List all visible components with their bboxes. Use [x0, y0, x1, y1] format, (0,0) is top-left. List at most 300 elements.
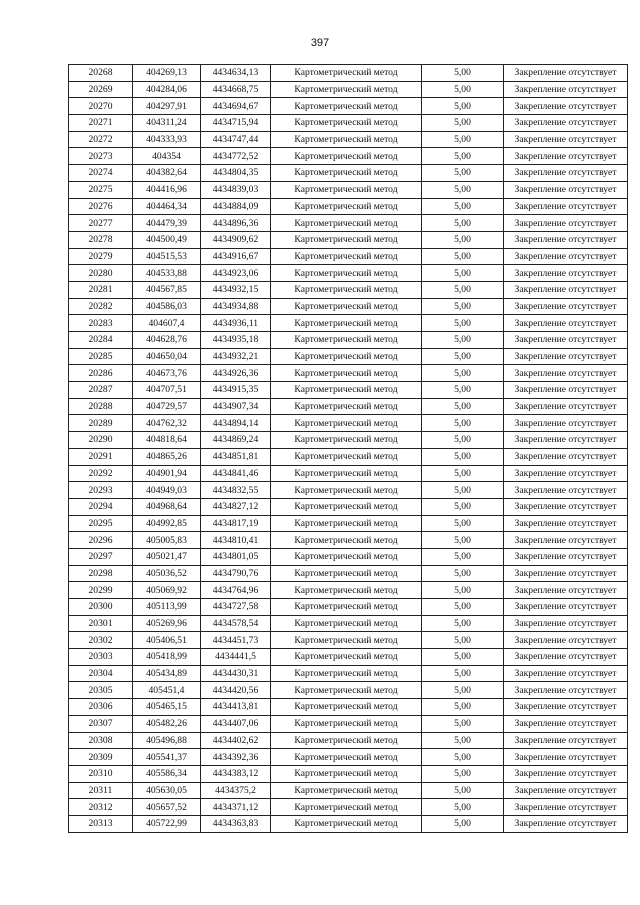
point-number-cell: 20273: [69, 148, 133, 165]
x-coordinate-cell: 404269,13: [133, 65, 201, 82]
accuracy-cell: 5,00: [422, 398, 504, 415]
x-coordinate-cell: 404567,85: [133, 281, 201, 298]
marking-cell: Закрепление отсутствует: [504, 315, 628, 332]
x-coordinate-cell: 405434,89: [133, 665, 201, 682]
accuracy-cell: 5,00: [422, 799, 504, 816]
table-row: [69, 131, 628, 148]
method-cell: Картометрический метод: [271, 432, 422, 449]
method-cell: Картометрический метод: [271, 732, 422, 749]
accuracy-cell: 5,00: [422, 782, 504, 799]
point-number-cell: 20274: [69, 165, 133, 182]
accuracy-cell: 5,00: [422, 665, 504, 682]
y-coordinate-cell: 4434441,5: [201, 649, 271, 666]
marking-cell: Закрепление отсутствует: [504, 649, 628, 666]
method-cell: Картометрический метод: [271, 599, 422, 616]
table-row: [69, 448, 628, 465]
marking-cell: Закрепление отсутствует: [504, 131, 628, 148]
method-cell: Картометрический метод: [271, 448, 422, 465]
point-number-cell: 20311: [69, 782, 133, 799]
y-coordinate-cell: 4434827,12: [201, 498, 271, 515]
accuracy-cell: 5,00: [422, 148, 504, 165]
marking-cell: Закрепление отсутствует: [504, 565, 628, 582]
accuracy-cell: 5,00: [422, 281, 504, 298]
table-row: [69, 332, 628, 349]
method-cell: Картометрический метод: [271, 348, 422, 365]
method-cell: Картометрический метод: [271, 365, 422, 382]
marking-cell: Закрепление отсутствует: [504, 198, 628, 215]
accuracy-cell: 5,00: [422, 699, 504, 716]
accuracy-cell: 5,00: [422, 732, 504, 749]
x-coordinate-cell: 404949,03: [133, 482, 201, 499]
method-cell: Картометрический метод: [271, 782, 422, 799]
method-cell: Картометрический метод: [271, 215, 422, 232]
method-cell: Картометрический метод: [271, 148, 422, 165]
marking-cell: Закрепление отсутствует: [504, 782, 628, 799]
point-number-cell: 20292: [69, 465, 133, 482]
table-row: [69, 165, 628, 182]
table-row: [69, 348, 628, 365]
accuracy-cell: 5,00: [422, 298, 504, 315]
table-row: [69, 115, 628, 132]
method-cell: Картометрический метод: [271, 198, 422, 215]
point-number-cell: 20283: [69, 315, 133, 332]
accuracy-cell: 5,00: [422, 715, 504, 732]
marking-cell: Закрепление отсутствует: [504, 398, 628, 415]
y-coordinate-cell: 4434392,36: [201, 749, 271, 766]
marking-cell: Закрепление отсутствует: [504, 448, 628, 465]
marking-cell: Закрепление отсутствует: [504, 115, 628, 132]
table-row: [69, 582, 628, 599]
method-cell: Картометрический метод: [271, 749, 422, 766]
method-cell: Картометрический метод: [271, 131, 422, 148]
table-row: [69, 65, 628, 82]
marking-cell: Закрепление отсутствует: [504, 665, 628, 682]
method-cell: Картометрический метод: [271, 632, 422, 649]
accuracy-cell: 5,00: [422, 415, 504, 432]
accuracy-cell: 5,00: [422, 498, 504, 515]
accuracy-cell: 5,00: [422, 482, 504, 499]
x-coordinate-cell: 404533,88: [133, 265, 201, 282]
point-number-cell: 20309: [69, 749, 133, 766]
point-number-cell: 20290: [69, 432, 133, 449]
point-number-cell: 20308: [69, 732, 133, 749]
marking-cell: Закрепление отсутствует: [504, 148, 628, 165]
x-coordinate-cell: 404500,49: [133, 231, 201, 248]
x-coordinate-cell: 405482,26: [133, 715, 201, 732]
method-cell: Картометрический метод: [271, 298, 422, 315]
point-number-cell: 20306: [69, 699, 133, 716]
marking-cell: Закрепление отсутствует: [504, 165, 628, 182]
accuracy-cell: 5,00: [422, 448, 504, 465]
x-coordinate-cell: 405069,92: [133, 582, 201, 599]
marking-cell: Закрепление отсутствует: [504, 98, 628, 115]
accuracy-cell: 5,00: [422, 332, 504, 349]
method-cell: Картометрический метод: [271, 315, 422, 332]
method-cell: Картометрический метод: [271, 415, 422, 432]
y-coordinate-cell: 4434894,14: [201, 415, 271, 432]
x-coordinate-cell: 405113,99: [133, 599, 201, 616]
x-coordinate-cell: 404464,34: [133, 198, 201, 215]
marking-cell: Закрепление отсутствует: [504, 332, 628, 349]
point-number-cell: 20289: [69, 415, 133, 432]
method-cell: Картометрический метод: [271, 115, 422, 132]
x-coordinate-cell: 405418,99: [133, 649, 201, 666]
accuracy-cell: 5,00: [422, 81, 504, 98]
point-number-cell: 20307: [69, 715, 133, 732]
marking-cell: Закрепление отсутствует: [504, 265, 628, 282]
method-cell: Картометрический метод: [271, 565, 422, 582]
marking-cell: Закрепление отсутствует: [504, 348, 628, 365]
x-coordinate-cell: 404628,76: [133, 332, 201, 349]
point-number-cell: 20288: [69, 398, 133, 415]
table-row: [69, 732, 628, 749]
x-coordinate-cell: 405496,88: [133, 732, 201, 749]
table-row: [69, 315, 628, 332]
accuracy-cell: 5,00: [422, 682, 504, 699]
method-cell: Картометрический метод: [271, 615, 422, 632]
y-coordinate-cell: 4434790,76: [201, 565, 271, 582]
x-coordinate-cell: 404311,24: [133, 115, 201, 132]
table-row: [69, 799, 628, 816]
point-number-cell: 20301: [69, 615, 133, 632]
y-coordinate-cell: 4434932,21: [201, 348, 271, 365]
y-coordinate-cell: 4434371,12: [201, 799, 271, 816]
point-number-cell: 20310: [69, 765, 133, 782]
table-row: [69, 599, 628, 616]
marking-cell: Закрепление отсутствует: [504, 81, 628, 98]
point-number-cell: 20295: [69, 515, 133, 532]
y-coordinate-cell: 4434668,75: [201, 81, 271, 98]
y-coordinate-cell: 4434810,41: [201, 532, 271, 549]
accuracy-cell: 5,00: [422, 565, 504, 582]
method-cell: Картометрический метод: [271, 682, 422, 699]
table-row: [69, 198, 628, 215]
point-number-cell: 20284: [69, 332, 133, 349]
point-number-cell: 20305: [69, 682, 133, 699]
point-number-cell: 20278: [69, 231, 133, 248]
marking-cell: Закрепление отсутствует: [504, 548, 628, 565]
y-coordinate-cell: 4434407,06: [201, 715, 271, 732]
marking-cell: Закрепление отсутствует: [504, 582, 628, 599]
x-coordinate-cell: 404354: [133, 148, 201, 165]
y-coordinate-cell: 4434451,73: [201, 632, 271, 649]
marking-cell: Закрепление отсутствует: [504, 699, 628, 716]
point-number-cell: 20286: [69, 365, 133, 382]
accuracy-cell: 5,00: [422, 365, 504, 382]
point-number-cell: 20293: [69, 482, 133, 499]
x-coordinate-cell: 404284,06: [133, 81, 201, 98]
table-row: [69, 281, 628, 298]
marking-cell: Закрепление отсутствует: [504, 432, 628, 449]
x-coordinate-cell: 405630,05: [133, 782, 201, 799]
point-number-cell: 20275: [69, 181, 133, 198]
table-row: [69, 548, 628, 565]
accuracy-cell: 5,00: [422, 131, 504, 148]
point-number-cell: 20268: [69, 65, 133, 82]
marking-cell: Закрепление отсутствует: [504, 815, 628, 832]
point-number-cell: 20303: [69, 649, 133, 666]
y-coordinate-cell: 4434916,67: [201, 248, 271, 265]
method-cell: Картометрический метод: [271, 398, 422, 415]
x-coordinate-cell: 404607,4: [133, 315, 201, 332]
point-number-cell: 20296: [69, 532, 133, 549]
y-coordinate-cell: 4434851,81: [201, 448, 271, 465]
y-coordinate-cell: 4434869,24: [201, 432, 271, 449]
y-coordinate-cell: 4434841,46: [201, 465, 271, 482]
table-row: [69, 815, 628, 832]
point-number-cell: 20297: [69, 548, 133, 565]
point-number-cell: 20281: [69, 281, 133, 298]
table-row: [69, 465, 628, 482]
y-coordinate-cell: 4434747,44: [201, 131, 271, 148]
marking-cell: Закрепление отсутствует: [504, 465, 628, 482]
method-cell: Картометрический метод: [271, 181, 422, 198]
x-coordinate-cell: 404650,04: [133, 348, 201, 365]
table-row: [69, 682, 628, 699]
x-coordinate-cell: 404382,64: [133, 165, 201, 182]
table-row: [69, 265, 628, 282]
table-row: [69, 432, 628, 449]
accuracy-cell: 5,00: [422, 765, 504, 782]
x-coordinate-cell: 404968,64: [133, 498, 201, 515]
marking-cell: Закрепление отсутствует: [504, 248, 628, 265]
point-number-cell: 20277: [69, 215, 133, 232]
table-row: [69, 765, 628, 782]
point-number-cell: 20270: [69, 98, 133, 115]
y-coordinate-cell: 4434772,52: [201, 148, 271, 165]
table-row: [69, 215, 628, 232]
marking-cell: Закрепление отсутствует: [504, 682, 628, 699]
accuracy-cell: 5,00: [422, 181, 504, 198]
x-coordinate-cell: 404673,76: [133, 365, 201, 382]
y-coordinate-cell: 4434634,13: [201, 65, 271, 82]
accuracy-cell: 5,00: [422, 548, 504, 565]
marking-cell: Закрепление отсутствует: [504, 281, 628, 298]
marking-cell: Закрепление отсутствует: [504, 715, 628, 732]
x-coordinate-cell: 404865,26: [133, 448, 201, 465]
y-coordinate-cell: 4434817,19: [201, 515, 271, 532]
marking-cell: Закрепление отсутствует: [504, 749, 628, 766]
x-coordinate-cell: 405722,99: [133, 815, 201, 832]
accuracy-cell: 5,00: [422, 632, 504, 649]
x-coordinate-cell: 404901,94: [133, 465, 201, 482]
coordinates-table-body: [69, 65, 628, 833]
accuracy-cell: 5,00: [422, 432, 504, 449]
y-coordinate-cell: 4434402,62: [201, 732, 271, 749]
marking-cell: Закрепление отсутствует: [504, 765, 628, 782]
point-number-cell: 20298: [69, 565, 133, 582]
point-number-cell: 20312: [69, 799, 133, 816]
method-cell: Картометрический метод: [271, 281, 422, 298]
marking-cell: Закрепление отсутствует: [504, 599, 628, 616]
accuracy-cell: 5,00: [422, 315, 504, 332]
y-coordinate-cell: 4434383,12: [201, 765, 271, 782]
point-number-cell: 20300: [69, 599, 133, 616]
point-number-cell: 20272: [69, 131, 133, 148]
table-row: [69, 565, 628, 582]
point-number-cell: 20299: [69, 582, 133, 599]
marking-cell: Закрепление отсутствует: [504, 415, 628, 432]
accuracy-cell: 5,00: [422, 465, 504, 482]
method-cell: Картометрический метод: [271, 165, 422, 182]
table-row: [69, 382, 628, 399]
marking-cell: Закрепление отсутствует: [504, 215, 628, 232]
x-coordinate-cell: 404992,85: [133, 515, 201, 532]
y-coordinate-cell: 4434413,81: [201, 699, 271, 716]
y-coordinate-cell: 4434764,96: [201, 582, 271, 599]
x-coordinate-cell: 405406,51: [133, 632, 201, 649]
method-cell: Картометрический метод: [271, 765, 422, 782]
table-row: [69, 398, 628, 415]
accuracy-cell: 5,00: [422, 532, 504, 549]
marking-cell: Закрепление отсутствует: [504, 498, 628, 515]
marking-cell: Закрепление отсутствует: [504, 615, 628, 632]
x-coordinate-cell: 405586,34: [133, 765, 201, 782]
method-cell: Картометрический метод: [271, 248, 422, 265]
method-cell: Картометрический метод: [271, 98, 422, 115]
marking-cell: Закрепление отсутствует: [504, 532, 628, 549]
method-cell: Картометрический метод: [271, 582, 422, 599]
x-coordinate-cell: 405036,52: [133, 565, 201, 582]
point-number-cell: 20271: [69, 115, 133, 132]
table-row: [69, 415, 628, 432]
accuracy-cell: 5,00: [422, 65, 504, 82]
y-coordinate-cell: 4434801,05: [201, 548, 271, 565]
table-row: [69, 615, 628, 632]
y-coordinate-cell: 4434578,54: [201, 615, 271, 632]
x-coordinate-cell: 404297,91: [133, 98, 201, 115]
table-row: [69, 515, 628, 532]
method-cell: Картометрический метод: [271, 332, 422, 349]
table-row: [69, 665, 628, 682]
method-cell: Картометрический метод: [271, 532, 422, 549]
accuracy-cell: 5,00: [422, 599, 504, 616]
method-cell: Картометрический метод: [271, 465, 422, 482]
y-coordinate-cell: 4434430,31: [201, 665, 271, 682]
y-coordinate-cell: 4434915,35: [201, 382, 271, 399]
accuracy-cell: 5,00: [422, 348, 504, 365]
y-coordinate-cell: 4434694,67: [201, 98, 271, 115]
point-number-cell: 20269: [69, 81, 133, 98]
method-cell: Картометрический метод: [271, 715, 422, 732]
y-coordinate-cell: 4434420,56: [201, 682, 271, 699]
method-cell: Картометрический метод: [271, 815, 422, 832]
marking-cell: Закрепление отсутствует: [504, 799, 628, 816]
accuracy-cell: 5,00: [422, 115, 504, 132]
x-coordinate-cell: 404515,53: [133, 248, 201, 265]
y-coordinate-cell: 4434727,58: [201, 599, 271, 616]
accuracy-cell: 5,00: [422, 749, 504, 766]
accuracy-cell: 5,00: [422, 649, 504, 666]
table-row: [69, 532, 628, 549]
accuracy-cell: 5,00: [422, 98, 504, 115]
x-coordinate-cell: 405657,52: [133, 799, 201, 816]
page-number: 397: [310, 37, 330, 49]
y-coordinate-cell: 4434839,03: [201, 181, 271, 198]
x-coordinate-cell: 404479,39: [133, 215, 201, 232]
table-row: [69, 148, 628, 165]
table-row: [69, 782, 628, 799]
marking-cell: Закрепление отсутствует: [504, 632, 628, 649]
method-cell: Картометрический метод: [271, 665, 422, 682]
accuracy-cell: 5,00: [422, 198, 504, 215]
table-row: [69, 248, 628, 265]
x-coordinate-cell: 404729,57: [133, 398, 201, 415]
accuracy-cell: 5,00: [422, 265, 504, 282]
table-row: [69, 231, 628, 248]
method-cell: Картометрический метод: [271, 498, 422, 515]
method-cell: Картометрический метод: [271, 548, 422, 565]
y-coordinate-cell: 4434715,94: [201, 115, 271, 132]
table-row: [69, 482, 628, 499]
marking-cell: Закрепление отсутствует: [504, 515, 628, 532]
point-number-cell: 20287: [69, 382, 133, 399]
x-coordinate-cell: 405465,15: [133, 699, 201, 716]
method-cell: Картометрический метод: [271, 799, 422, 816]
accuracy-cell: 5,00: [422, 215, 504, 232]
marking-cell: Закрепление отсутствует: [504, 382, 628, 399]
y-coordinate-cell: 4434832,55: [201, 482, 271, 499]
accuracy-cell: 5,00: [422, 515, 504, 532]
point-number-cell: 20276: [69, 198, 133, 215]
method-cell: Картометрический метод: [271, 231, 422, 248]
x-coordinate-cell: 405269,96: [133, 615, 201, 632]
y-coordinate-cell: 4434804,35: [201, 165, 271, 182]
x-coordinate-cell: 404586,03: [133, 298, 201, 315]
accuracy-cell: 5,00: [422, 815, 504, 832]
x-coordinate-cell: 404762,32: [133, 415, 201, 432]
method-cell: Картометрический метод: [271, 265, 422, 282]
marking-cell: Закрепление отсутствует: [504, 181, 628, 198]
method-cell: Картометрический метод: [271, 65, 422, 82]
method-cell: Картометрический метод: [271, 482, 422, 499]
y-coordinate-cell: 4434926,36: [201, 365, 271, 382]
accuracy-cell: 5,00: [422, 582, 504, 599]
y-coordinate-cell: 4434935,18: [201, 332, 271, 349]
table-row: [69, 298, 628, 315]
point-number-cell: 20282: [69, 298, 133, 315]
y-coordinate-cell: 4434909,62: [201, 231, 271, 248]
table-row: [69, 715, 628, 732]
method-cell: Картометрический метод: [271, 649, 422, 666]
point-number-cell: 20291: [69, 448, 133, 465]
point-number-cell: 20294: [69, 498, 133, 515]
accuracy-cell: 5,00: [422, 165, 504, 182]
table-row: [69, 498, 628, 515]
accuracy-cell: 5,00: [422, 382, 504, 399]
marking-cell: Закрепление отсутствует: [504, 231, 628, 248]
method-cell: Картометрический метод: [271, 699, 422, 716]
method-cell: Картометрический метод: [271, 515, 422, 532]
table-row: [69, 649, 628, 666]
y-coordinate-cell: 4434932,15: [201, 281, 271, 298]
table-row: [69, 181, 628, 198]
marking-cell: Закрепление отсутствует: [504, 365, 628, 382]
marking-cell: Закрепление отсутствует: [504, 482, 628, 499]
point-number-cell: 20313: [69, 815, 133, 832]
y-coordinate-cell: 4434936,11: [201, 315, 271, 332]
accuracy-cell: 5,00: [422, 231, 504, 248]
table-row: [69, 632, 628, 649]
y-coordinate-cell: 4434363,83: [201, 815, 271, 832]
x-coordinate-cell: 405541,37: [133, 749, 201, 766]
table-row: [69, 699, 628, 716]
coordinates-table: [68, 64, 628, 833]
y-coordinate-cell: 4434896,36: [201, 215, 271, 232]
y-coordinate-cell: 4434934,88: [201, 298, 271, 315]
x-coordinate-cell: 404416,96: [133, 181, 201, 198]
accuracy-cell: 5,00: [422, 248, 504, 265]
